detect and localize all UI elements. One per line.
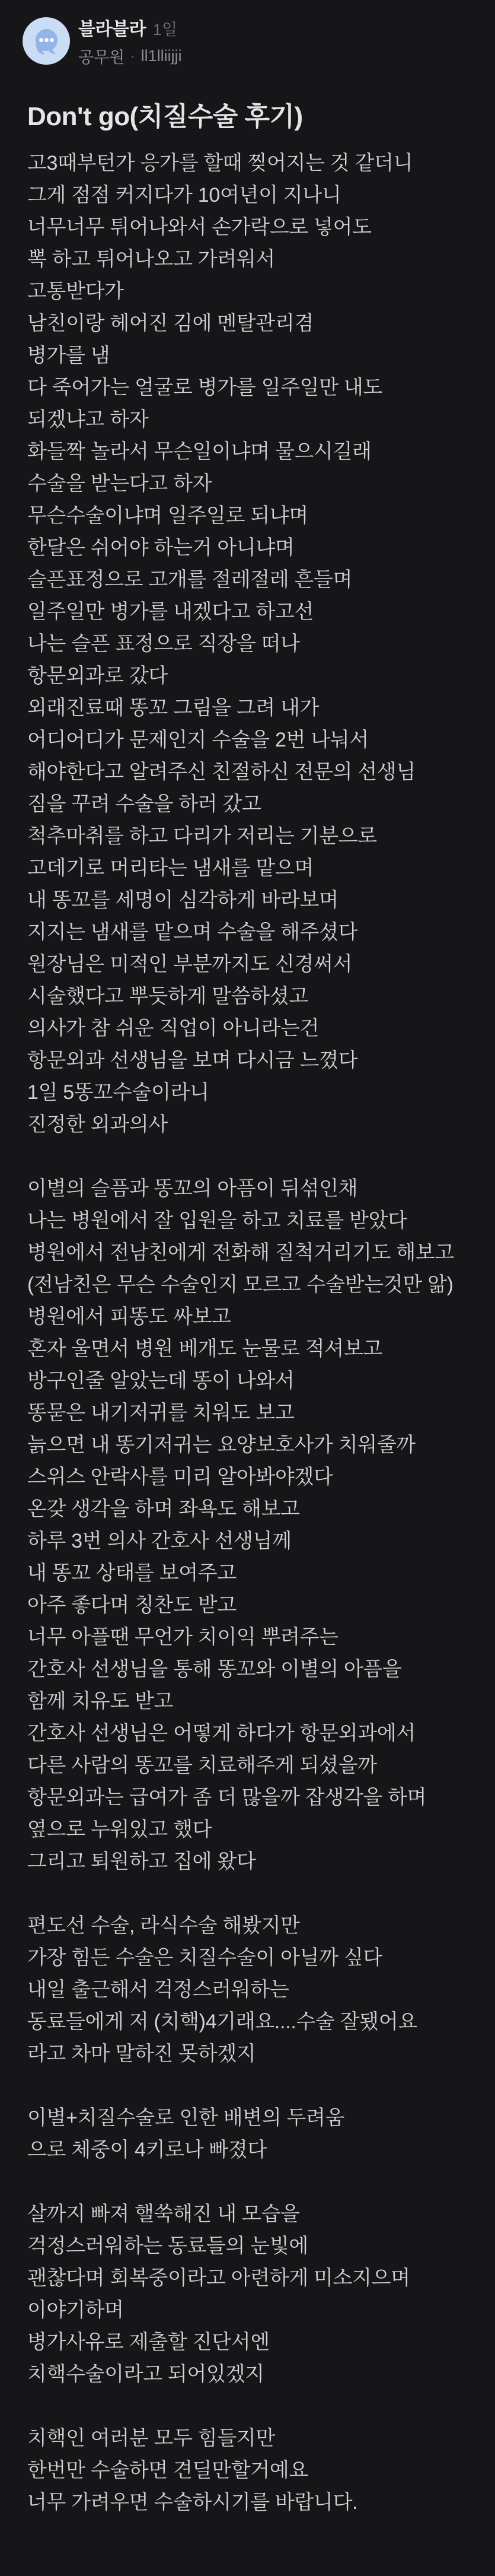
post-line — [27, 2390, 468, 2422]
post-line: 치핵수술이라고 되어있겠지 — [27, 2363, 264, 2386]
post-line: 라고 차마 말하진 못하겠지 — [27, 2043, 256, 2065]
author-id: ll1lliijji — [140, 47, 182, 65]
post-line: 원장님은 미적인 부분까지도 신경써서 — [27, 953, 353, 976]
post-line: 고통받다가 — [27, 280, 124, 303]
post-line: 무슨수술이냐며 일주일로 되냐며 — [27, 504, 308, 527]
post-line: 스위스 안락사를 미리 알아봐야겠다 — [27, 1466, 333, 1488]
post-line — [27, 2070, 468, 2102]
post-line: 지지는 냄새를 맡으며 수술을 해주셨다 — [27, 921, 358, 944]
post-line: 간호사 선생님은 어떻게 하다가 항문외과에서 — [27, 1722, 416, 1745]
post-line: 간호사 선생님을 통해 똥꼬와 이별의 아픔을 — [27, 1658, 402, 1681]
post-title: Don't go(치질수술 후기) — [27, 102, 303, 131]
post-line: 동료들에게 저 (치핵)4기래요....수술 잘됐어요 — [27, 2010, 417, 2033]
post-line: 해야한다고 알려주신 친절하신 전문의 선생님 — [27, 761, 416, 783]
header-row-community — [78, 14, 182, 40]
post-line: 고3때부턴가 응가를 할때 찢어지는 것 같더니 — [27, 152, 413, 174]
post-line: 병원에서 피똥도 싸보고 — [27, 1306, 231, 1328]
post-line: 시술했다고 뿌듯하게 말씀하셨고 — [27, 985, 308, 1008]
header-row-author — [78, 45, 182, 68]
post-line: 이야기하며 — [27, 2299, 124, 2321]
post-line: 수술을 받는다고 하자 — [27, 472, 212, 495]
post-line: 항문외과로 갔다 — [27, 665, 168, 687]
post-line: 아주 좋다며 칭찬도 받고 — [27, 1594, 237, 1616]
author-separator-dot: · — [130, 48, 135, 63]
post-line: 남친이랑 헤어진 김에 멘탈관리겸 — [27, 312, 314, 335]
post-line: 고데기로 머리타는 냄새를 맡으며 — [27, 857, 314, 879]
post-line: 으로 체중이 4키로나 빠졌다 — [27, 2139, 267, 2161]
post-line: 똥묻은 내기저귀를 치워도 보고 — [27, 1402, 295, 1424]
post-line: (전남친은 무슨 수술인지 모르고 수술받는것만 앎) — [27, 1273, 454, 1296]
post-line: 뽁 하고 튀어나오고 가려워서 — [27, 248, 275, 271]
post-line: 한달은 쉬어야 하는거 아니냐며 — [27, 536, 295, 559]
header-text — [78, 14, 182, 68]
post-line: 내 똥꼬를 세명이 심각하게 바라보며 — [27, 889, 338, 911]
post-line — [27, 2166, 468, 2198]
post-header — [23, 14, 468, 68]
post-line: 나는 병원에서 잘 입원을 하고 치료를 받았다 — [27, 1209, 407, 1232]
post-line: 항문외과 선생님을 보며 다시금 느꼈다 — [27, 1049, 358, 1072]
post-line: 방구인줄 알았는데 똥이 나와서 — [27, 1370, 295, 1392]
post-line: 하루 3번 의사 간호사 선생님께 — [27, 1530, 292, 1552]
community-name[interactable]: 블라블라 — [78, 20, 146, 39]
post-line: 어디어디가 문제인지 수술을 2번 나눠서 — [27, 729, 369, 751]
post-line: 그게 점점 커지다가 10여년이 지나니 — [27, 184, 341, 207]
post-line: 슬픈표정으로 고개를 절레절레 흔들며 — [27, 568, 353, 591]
post-line — [27, 1878, 468, 1910]
post-line: 너무 가려우면 수술하시기를 바랍니다. — [27, 2491, 358, 2514]
post-line: 온갖 생각을 하며 좌욕도 해보고 — [27, 1498, 300, 1520]
post-line: 가장 힘든 수술은 치질수술이 아닐까 싶다 — [27, 1946, 382, 1969]
post-line: 의사가 참 쉬운 직업이 아니라는건 — [27, 1017, 320, 1040]
post-line: 척추마취를 하고 다리가 저리는 기분으로 — [27, 825, 377, 847]
post-line: 화들짝 놀라서 무슨일이냐며 물으시길래 — [27, 440, 372, 463]
post-line: 너무너무 튀어나와서 손가락으로 넣어도 — [27, 216, 372, 239]
post-line: 한번만 수술하면 견딜만할거예요 — [27, 2459, 308, 2482]
post-line: 이별+치질수술로 인한 배변의 두려움 — [27, 2107, 345, 2129]
post-line: 병가사유로 제출할 진단서엔 — [27, 2331, 270, 2353]
post-body — [27, 147, 468, 2518]
post-line: 병가를 냄 — [27, 344, 110, 367]
post-line: 외래진료때 똥꼬 그림을 그려 내가 — [27, 697, 320, 719]
post-line: 살까지 빠져 핼쑥해진 내 모습을 — [27, 2203, 300, 2225]
post-line: 1일 5똥꼬수술이라니 — [27, 1081, 209, 1104]
avatar[interactable] — [23, 17, 70, 65]
post-line: 나는 슬픈 표정으로 직장을 떠나 — [27, 633, 300, 655]
post-line: 치핵인 여러분 모두 힘들지만 — [27, 2427, 275, 2450]
post-line — [27, 1141, 468, 1173]
author-job: 공무원 — [78, 49, 125, 66]
post-timestamp: 1일 — [152, 21, 178, 39]
post-line: 너무 아플땐 무언가 치이익 뿌려주는 — [27, 1626, 338, 1648]
post-line: 내 똥꼬 상태를 보여주고 — [27, 1562, 237, 1584]
post-line: 되겠냐고 하자 — [27, 408, 149, 431]
post-line: 혼자 울면서 병원 베개도 눈물로 적셔보고 — [27, 1338, 382, 1360]
post-line: 옆으로 누워있고 했다 — [27, 1818, 212, 1841]
post-line: 함께 치유도 받고 — [27, 1690, 174, 1713]
post-line: 이별의 슬픔과 똥꼬의 아픔이 뒤섞인채 — [27, 1177, 358, 1200]
post-line: 다 죽어가는 얼굴로 병가를 일주일만 내도 — [27, 376, 382, 399]
speech-bubble-icon — [23, 17, 70, 65]
post-line: 늙으면 내 똥기저귀는 요양보호사가 치워줄까 — [27, 1434, 416, 1456]
post-line: 걱정스러워하는 동료들의 눈빛에 — [27, 2235, 308, 2257]
post-line: 항문외과는 급여가 좀 더 많을까 잡생각을 하며 — [27, 1786, 427, 1809]
post-line: 괜찮다며 회복중이라고 아련하게 미소지으며 — [27, 2267, 410, 2289]
post-line: 진정한 외과의사 — [27, 1113, 168, 1136]
post-line: 편도선 수술, 라식수술 해봤지만 — [27, 1914, 300, 1937]
post-line: 일주일만 병가를 내겠다고 하고선 — [27, 601, 314, 623]
post-line: 다른 사람의 똥꼬를 치료해주게 되셨을까 — [27, 1754, 377, 1777]
post-line: 짐을 꾸려 수술을 하러 갔고 — [27, 793, 261, 815]
post-line: 내일 출근해서 걱정스러워하는 — [27, 1978, 289, 2001]
post-line: 그리고 퇴원하고 집에 왔다 — [27, 1850, 256, 1873]
post-line: 병원에서 전남친에게 전화해 질척거리기도 해보고 — [27, 1241, 455, 1264]
